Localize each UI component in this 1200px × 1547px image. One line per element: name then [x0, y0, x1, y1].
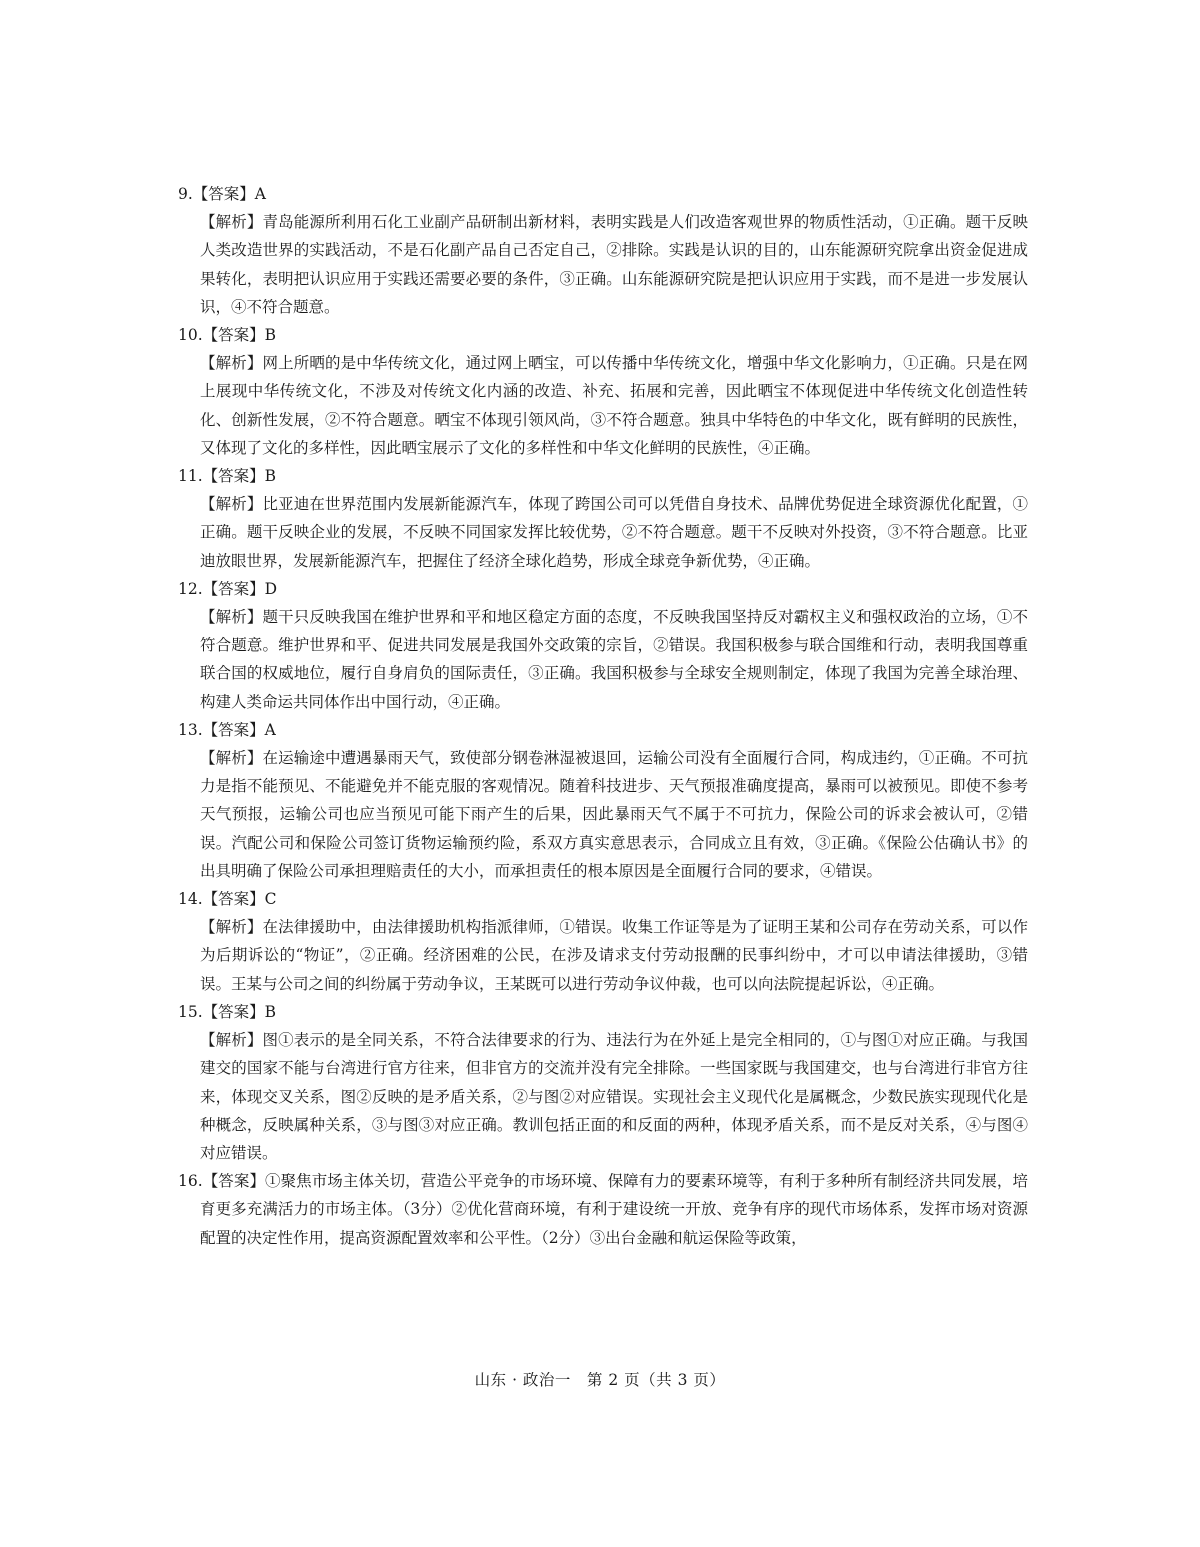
item-number: 10.: [178, 326, 203, 345]
answer-label: 【答案】C: [202, 890, 277, 909]
item-number: 14.: [178, 890, 203, 909]
answer-text: 【答案】①聚焦市场主体关切，营造公平竞争的市场环境、保障有力的要素环境等，有利于多种所有制经济共同发展，培育更多充满活力的市场主体。（3分）②优化营商环境，有利于建设统一开放、竞争有序的现代市场体系，发挥市场对资源配置的决定性作用，提高资源配置效率和公平性。（2分）③出台金融和航运保险等政策，: [200, 1172, 1028, 1247]
answer-label: 【答案】A: [202, 720, 276, 739]
analysis-text: 【解析】在法律援助中，由法律援助机构指派律师，①错误。收集工作证等是为了证明王某和公司存在劳动关系，可以作为后期诉讼的“物证”，②正确。经济困难的公民，在涉及请求支付劳动报酬的民事纠纷中，才可以申请法律援助，③错误。王某与公司之间的纠纷属于劳动争议，王某既可以进行劳动争议仲裁，也可以向法院提起诉讼，④正确。: [200, 918, 1028, 993]
item-number: 9.: [178, 185, 193, 203]
item-number: 13.: [178, 720, 203, 739]
answer-label: 【答案】B: [202, 1002, 277, 1021]
answer-label: 【答案】B: [202, 326, 277, 345]
answer-label: 【答案】B: [202, 467, 277, 486]
page-footer: 山东 · 政治一 第 2 页（共 3 页）: [474, 1371, 726, 1389]
answer-item-10: [178, 321, 1028, 462]
item-number: 12.: [178, 579, 203, 598]
answer-item-12: [178, 575, 1028, 716]
analysis-text: 【解析】在运输途中遭遇暴雨天气，致使部分钢卷淋湿被退回，运输公司没有全面履行合同，构成违约，①正确。不可抗力是指不能预见、不能避免并不能克服的客观情况。随着科技进步、天气预报准确度提高，暴雨可以被预见。即使不参考天气预报，运输公司也应当预见可能下雨产生的后果，因此暴雨天气不属于不可抗力，保险公司的诉求会被认可，②错误。汽配公司和保险公司签订货物运输预约险，系双方真实意思表示，合同成立且有效，③正确。《保险公估确认书》的出具明确了保险公司承担理赔责任的大小，而承担责任的根本原因是全面履行合同的要求，④错误。: [200, 749, 1028, 880]
answer-item-9: [178, 180, 1028, 321]
item-number: 11.: [178, 467, 203, 486]
analysis-text: 【解析】网上所晒的是中华传统文化，通过网上晒宝，可以传播中华传统文化，增强中华文化影响力，①正确。只是在网上展现中华传统文化，不涉及对传统文化内涵的改造、补充、拓展和完善，因此晒宝不体现促进中华传统文化创造性转化、创新性发展，②不符合题意。晒宝不体现引领风尚，③不符合题意。独具中华特色的中华文化，既有鲜明的民族性，又体现了文化的多样性，因此晒宝展示了文化的多样性和中华文化鲜明的民族性，④正确。: [200, 354, 1028, 457]
answer-label: 【答案】A: [192, 185, 266, 203]
answer-label: 【答案】D: [202, 579, 278, 598]
item-number: 16.: [178, 1172, 203, 1191]
answer-key-page: [178, 180, 1028, 1252]
answer-item-13: [178, 716, 1028, 885]
answer-item-15: [178, 998, 1028, 1167]
analysis-text: 【解析】青岛能源所利用石化工业副产品研制出新材料，表明实践是人们改造客观世界的物质性活动，①正确。题干反映人类改造世界的实践活动，不是石化副产品自己否定自己，②排除。实践是认识的目的，山东能源研究院拿出资金促进成果转化，表明把认识应用于实践还需要必要的条件，③正确。山东能源研究院是把认识应用于实践，而不是进一步发展认识，④不符合题意。: [200, 213, 1028, 316]
answer-item-11: [178, 462, 1028, 575]
answer-item-16: [178, 1167, 1028, 1252]
answer-item-14: [178, 885, 1028, 998]
item-number: 15.: [178, 1002, 203, 1021]
analysis-text: 【解析】题干只反映我国在维护世界和平和地区稳定方面的态度，不反映我国坚持反对霸权主义和强权政治的立场，①不符合题意。维护世界和平、促进共同发展是我国外交政策的宗旨，②错误。我国积极参与联合国维和行动，表明我国尊重联合国的权威地位，履行自身肩负的国际责任，③正确。我国积极参与全球安全规则制定，体现了我国为完善全球治理、构建人类命运共同体作出中国行动，④正确。: [200, 608, 1028, 711]
analysis-text: 【解析】图①表示的是全同关系，不符合法律要求的行为、违法行为在外延上是完全相同的，①与图①对应正确。与我国建交的国家不能与台湾进行官方往来，但非官方的交流并没有完全排除。一些国家既与我国建交，也与台湾进行非官方往来，体现交叉关系，图②反映的是矛盾关系，②与图②对应错误。实现社会主义现代化是属概念，少数民族实现现代化是种概念，反映属种关系，③与图③对应正确。教训包括正面的和反面的两种，体现矛盾关系，而不是反对关系，④与图④对应错误。: [200, 1031, 1028, 1162]
analysis-text: 【解析】比亚迪在世界范围内发展新能源汽车，体现了跨国公司可以凭借自身技术、品牌优势促进全球资源优化配置，①正确。题干反映企业的发展，不反映不同国家发挥比较优势，②不符合题意。题干不反映对外投资，③不符合题意。比亚迪放眼世界，发展新能源汽车，把握住了经济全球化趋势，形成全球竞争新优势，④正确。: [200, 495, 1028, 570]
